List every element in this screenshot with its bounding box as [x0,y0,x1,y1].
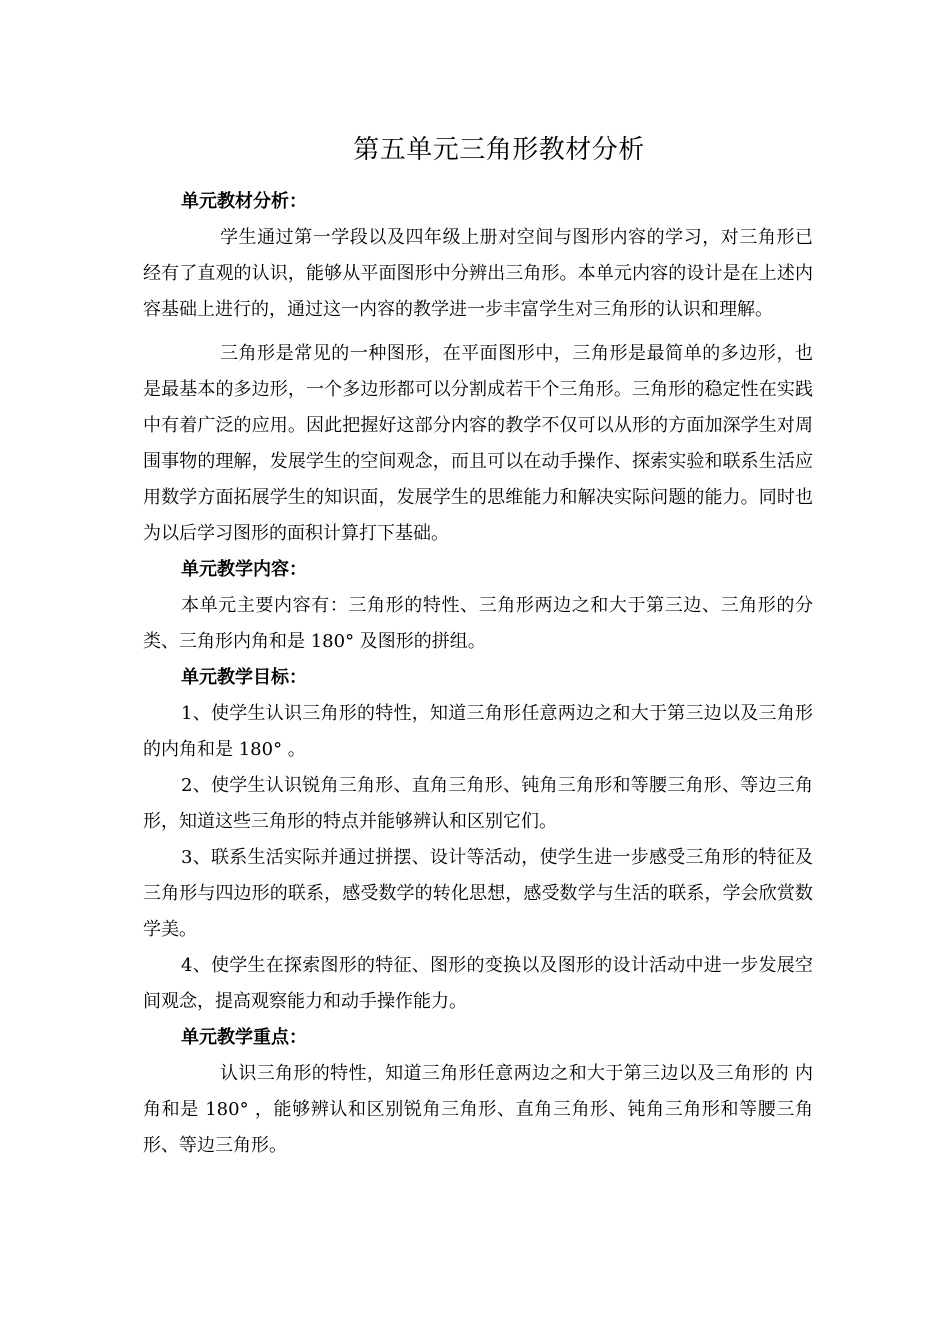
key-points-paragraph: 认识三角形的特性，知道三角形任意两边之和大于第三边以及三角形的 内角和是 180° ，能够辨认和区别锐角三角形、直角三角形、钝角三角形和等腰三角形、等边三角形。 [143,1063,813,1156]
goals-heading: 单元教学目标： [181,667,307,688]
goal-item-4: 4、使学生在探索图形的特征、图形的变换以及图形的设计活动中进一步发展空间观念，提高观察能力和动手操作能力。 [143,955,813,1012]
goal-item-1: 1、使学生认识三角形的特性，知道三角形任意两边之和大于第三边以及三角形的内角和是 180° 。 [143,703,813,760]
goal-item-2: 2、使学生认识锐角三角形、直角三角形、钝角三角形和等腰三角形、等边三角形，知道这些三角形的特点并能够辨认和区别它们。 [143,775,813,832]
content-heading: 单元教学内容： [181,559,307,580]
content-paragraph: 本单元主要内容有：三角形的特性、三角形两边之和大于第三边、三角形的分类、三角形内角和是 180° 及图形的拼组。 [143,595,813,652]
analysis-heading: 单元教材分析： [181,191,307,212]
analysis-paragraph-2: 三角形是常见的一种图形，在平面图形中，三角形是最简单的多边形，也是最基本的多边形，一个多边形都可以分割成若干个三角形。三角形的稳定性在实践中有着广泛的应用。因此把握好这部分内容的教学不仅可以从形的方面加深学生对周围事物的理解，发展学生的空间观念，而且可以在动手操作、探索实验和联系生活应用数学方面拓展学生的知识面，发展学生的思维能力和解决实际问题的能力。同时也为以后学习图形的面积计算打下基础。 [143,343,813,544]
goal-item-3: 3、联系生活实际并通过拼摆、设计等活动，使学生进一步感受三角形的特征及三角形与四边形的联系，感受数学的转化思想，感受数学与生活的联系，学会欣赏数学美。 [143,847,813,940]
analysis-paragraph-1: 学生通过第一学段以及四年级上册对空间与图形内容的学习，对三角形已经有了直观的认识，能够从平面图形中分辨出三角形。本单元内容的设计是在上述内容基础上进行的，通过这一内容的教学进一步丰富学生对三角形的认识和理解。 [143,227,813,320]
document-title: 第五单元三角形教材分析 [353,135,645,165]
key-points-heading: 单元教学重点： [181,1027,307,1048]
document-body [143,184,813,1164]
